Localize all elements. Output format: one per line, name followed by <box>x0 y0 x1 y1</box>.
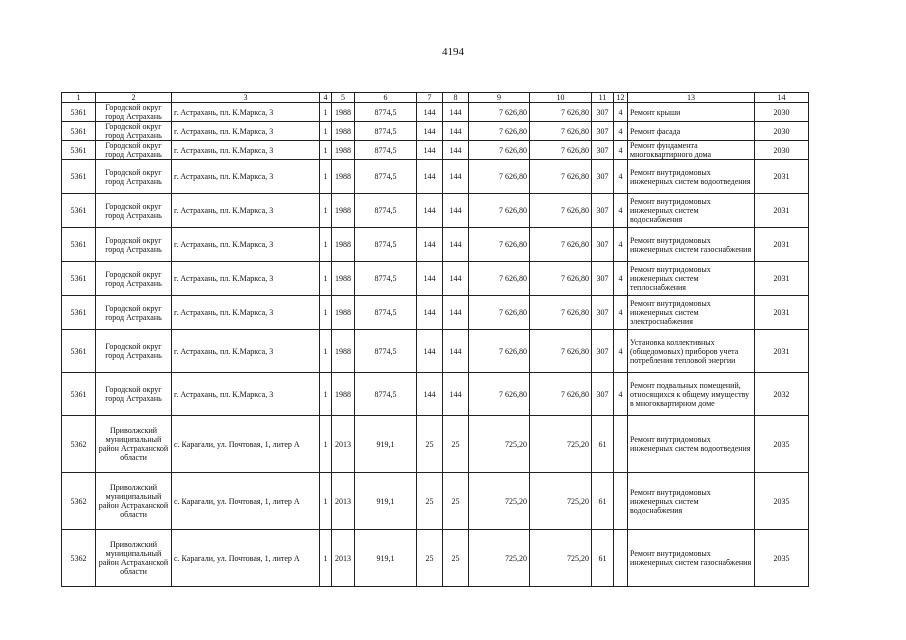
cell-col-7: 25 <box>417 473 443 530</box>
cell-col-12: 4 <box>614 373 628 416</box>
cell-cost-2: 7 626,80 <box>530 228 592 262</box>
cell-work-type: Ремонт внутридомовых инженерных систем газоснабжения <box>628 228 755 262</box>
cell-year: 2013 <box>332 473 355 530</box>
header-cell-7: 7 <box>417 93 443 103</box>
cell-cost-1: 7 626,80 <box>469 141 530 160</box>
cell-cost-2: 7 626,80 <box>530 296 592 330</box>
cell-area: 8774,5 <box>355 103 417 122</box>
cell-address: с. Карагали, ул. Почтовая, 1, литер А <box>172 530 320 587</box>
cell-col-7: 144 <box>417 228 443 262</box>
table-row <box>62 228 809 262</box>
cell-cost-2: 7 626,80 <box>530 141 592 160</box>
cell-col-12: 4 <box>614 141 628 160</box>
cell-col-4: 1 <box>320 103 332 122</box>
cell-col-8: 144 <box>443 122 469 141</box>
cell-col-8: 144 <box>443 262 469 296</box>
cell-col-7: 144 <box>417 330 443 373</box>
cell-area: 8774,5 <box>355 160 417 194</box>
cell-work-type: Ремонт подвальных помещений, относящихся к общему имуществу в многоквартирном доме <box>628 373 755 416</box>
cell-row-id: 5361 <box>62 373 96 416</box>
cell-row-id: 5362 <box>62 530 96 587</box>
cell-col-7: 144 <box>417 160 443 194</box>
cell-cost-1: 7 626,80 <box>469 373 530 416</box>
cell-col-8: 25 <box>443 473 469 530</box>
cell-row-id: 5362 <box>62 473 96 530</box>
cell-municipality: Городской округ город Астрахань <box>96 262 172 296</box>
table-row <box>62 160 809 194</box>
cell-year: 1988 <box>332 262 355 296</box>
cell-row-id: 5362 <box>62 416 96 473</box>
cell-row-id: 5361 <box>62 228 96 262</box>
cell-col-8: 144 <box>443 141 469 160</box>
cell-col-12: 4 <box>614 296 628 330</box>
table-row <box>62 373 809 416</box>
cell-address: г. Астрахань, пл. К.Маркса, 3 <box>172 141 320 160</box>
table-row <box>62 262 809 296</box>
table-row <box>62 141 809 160</box>
cell-work-type: Ремонт фасада <box>628 122 755 141</box>
cell-row-id: 5361 <box>62 141 96 160</box>
cell-address: г. Астрахань, пл. К.Маркса, 3 <box>172 122 320 141</box>
cell-area: 8774,5 <box>355 373 417 416</box>
cell-col-8: 144 <box>443 330 469 373</box>
cell-cost-1: 7 626,80 <box>469 228 530 262</box>
header-row <box>62 93 809 103</box>
cell-cost-2: 7 626,80 <box>530 373 592 416</box>
cell-col-4: 1 <box>320 160 332 194</box>
cell-year: 1988 <box>332 228 355 262</box>
cell-cost-2: 7 626,80 <box>530 330 592 373</box>
cell-address: г. Астрахань, пл. К.Маркса, 3 <box>172 228 320 262</box>
cell-col-4: 1 <box>320 473 332 530</box>
cell-area: 8774,5 <box>355 296 417 330</box>
cell-municipality: Городской округ город Астрахань <box>96 194 172 228</box>
cell-col-4: 1 <box>320 416 332 473</box>
cell-year: 1988 <box>332 296 355 330</box>
cell-plan-year: 2031 <box>755 262 809 296</box>
cell-col-12: 4 <box>614 330 628 373</box>
cell-col-8: 144 <box>443 160 469 194</box>
cell-area: 8774,5 <box>355 262 417 296</box>
header-cell-3: 3 <box>172 93 320 103</box>
header-cell-13: 13 <box>628 93 755 103</box>
header-cell-10: 10 <box>530 93 592 103</box>
cell-cost-2: 725,20 <box>530 473 592 530</box>
cell-work-type: Ремонт внутридомовых инженерных систем водоотведения <box>628 416 755 473</box>
cell-area: 8774,5 <box>355 141 417 160</box>
cell-row-id: 5361 <box>62 194 96 228</box>
cell-address: г. Астрахань, пл. К.Маркса, 3 <box>172 296 320 330</box>
cell-col-7: 144 <box>417 296 443 330</box>
cell-year: 1988 <box>332 122 355 141</box>
cell-col-12: 4 <box>614 228 628 262</box>
cell-plan-year: 2035 <box>755 473 809 530</box>
cell-plan-year: 2031 <box>755 330 809 373</box>
cell-col-4: 1 <box>320 296 332 330</box>
cell-cost-2: 725,20 <box>530 530 592 587</box>
cell-plan-year: 2031 <box>755 160 809 194</box>
cell-area: 8774,5 <box>355 330 417 373</box>
cell-cost-1: 725,20 <box>469 473 530 530</box>
cell-row-id: 5361 <box>62 296 96 330</box>
cell-col-12: 4 <box>614 262 628 296</box>
cell-plan-year: 2031 <box>755 296 809 330</box>
cell-address: г. Астрахань, пл. К.Маркса, 3 <box>172 262 320 296</box>
cell-plan-year: 2031 <box>755 228 809 262</box>
cell-municipality: Городской округ город Астрахань <box>96 160 172 194</box>
cell-col-7: 144 <box>417 194 443 228</box>
cell-work-type: Ремонт внутридомовых инженерных систем водоснабжения <box>628 194 755 228</box>
table-row <box>62 416 809 473</box>
cell-cost-2: 7 626,80 <box>530 122 592 141</box>
cell-work-type: Ремонт крыши <box>628 103 755 122</box>
cell-col-8: 144 <box>443 103 469 122</box>
cell-municipality: Городской округ город Астрахань <box>96 122 172 141</box>
cell-year: 1988 <box>332 194 355 228</box>
cell-work-type: Ремонт внутридомовых инженерных систем теплоснабжения <box>628 262 755 296</box>
cell-col-11: 61 <box>592 530 614 587</box>
cell-col-4: 1 <box>320 330 332 373</box>
cell-col-12: 4 <box>614 160 628 194</box>
cell-cost-2: 7 626,80 <box>530 262 592 296</box>
cell-col-11: 307 <box>592 228 614 262</box>
cell-address: г. Астрахань, пл. К.Маркса, 3 <box>172 194 320 228</box>
cell-cost-1: 7 626,80 <box>469 160 530 194</box>
cell-col-12: 4 <box>614 122 628 141</box>
table-row <box>62 296 809 330</box>
cell-cost-1: 7 626,80 <box>469 103 530 122</box>
header-cell-2: 2 <box>96 93 172 103</box>
cell-cost-1: 7 626,80 <box>469 122 530 141</box>
cell-area: 919,1 <box>355 473 417 530</box>
cell-col-4: 1 <box>320 373 332 416</box>
cell-col-7: 144 <box>417 141 443 160</box>
cell-row-id: 5361 <box>62 103 96 122</box>
cell-cost-1: 725,20 <box>469 530 530 587</box>
cell-col-12 <box>614 530 628 587</box>
header-cell-9: 9 <box>469 93 530 103</box>
cell-col-7: 144 <box>417 373 443 416</box>
cell-address: г. Астрахань, пл. К.Маркса, 3 <box>172 330 320 373</box>
cell-row-id: 5361 <box>62 330 96 373</box>
cell-plan-year: 2035 <box>755 530 809 587</box>
cell-area: 8774,5 <box>355 194 417 228</box>
cell-year: 1988 <box>332 330 355 373</box>
cell-col-11: 307 <box>592 103 614 122</box>
cell-area: 8774,5 <box>355 122 417 141</box>
cell-work-type: Ремонт внутридомовых инженерных систем водоотведения <box>628 160 755 194</box>
cell-year: 2013 <box>332 416 355 473</box>
table-row <box>62 473 809 530</box>
cell-year: 1988 <box>332 373 355 416</box>
cell-col-8: 25 <box>443 416 469 473</box>
cell-col-11: 61 <box>592 416 614 473</box>
cell-col-7: 144 <box>417 122 443 141</box>
cell-col-12: 4 <box>614 103 628 122</box>
cell-col-12: 4 <box>614 194 628 228</box>
cell-plan-year: 2031 <box>755 194 809 228</box>
cell-col-11: 307 <box>592 373 614 416</box>
cell-cost-2: 7 626,80 <box>530 194 592 228</box>
cell-col-11: 307 <box>592 330 614 373</box>
cell-plan-year: 2032 <box>755 373 809 416</box>
cell-cost-1: 7 626,80 <box>469 262 530 296</box>
cell-municipality: Приволжский муниципальный район Астраханской области <box>96 416 172 473</box>
cell-address: с. Карагали, ул. Почтовая, 1, литер А <box>172 416 320 473</box>
cell-col-11: 307 <box>592 160 614 194</box>
cell-municipality: Городской округ город Астрахань <box>96 330 172 373</box>
cell-work-type: Ремонт внутридомовых инженерных систем водоснабжения <box>628 473 755 530</box>
cell-col-7: 25 <box>417 416 443 473</box>
cell-plan-year: 2030 <box>755 122 809 141</box>
cell-col-4: 1 <box>320 194 332 228</box>
cell-col-11: 307 <box>592 194 614 228</box>
cell-row-id: 5361 <box>62 122 96 141</box>
cell-cost-1: 725,20 <box>469 416 530 473</box>
cell-year: 1988 <box>332 103 355 122</box>
cell-area: 919,1 <box>355 416 417 473</box>
cell-area: 8774,5 <box>355 228 417 262</box>
cell-municipality: Городской округ город Астрахань <box>96 373 172 416</box>
cell-plan-year: 2035 <box>755 416 809 473</box>
cell-municipality: Городской округ город Астрахань <box>96 141 172 160</box>
table-row <box>62 103 809 122</box>
cell-address: с. Карагали, ул. Почтовая, 1, литер А <box>172 473 320 530</box>
cell-cost-2: 725,20 <box>530 416 592 473</box>
table-row <box>62 330 809 373</box>
cell-col-8: 144 <box>443 296 469 330</box>
cell-col-4: 1 <box>320 530 332 587</box>
cell-col-12 <box>614 416 628 473</box>
page-number: 4194 <box>442 46 464 58</box>
header-cell-12: 12 <box>614 93 628 103</box>
cell-cost-1: 7 626,80 <box>469 194 530 228</box>
cell-address: г. Астрахань, пл. К.Маркса, 3 <box>172 160 320 194</box>
cell-cost-2: 7 626,80 <box>530 160 592 194</box>
cell-municipality: Приволжский муниципальный район Астраханской области <box>96 530 172 587</box>
table-row <box>62 194 809 228</box>
cell-col-11: 307 <box>592 262 614 296</box>
cell-municipality: Приволжский муниципальный район Астраханской области <box>96 473 172 530</box>
cell-col-7: 25 <box>417 530 443 587</box>
header-cell-11: 11 <box>592 93 614 103</box>
capital-repair-table <box>61 92 809 587</box>
cell-col-7: 144 <box>417 262 443 296</box>
cell-col-4: 1 <box>320 122 332 141</box>
cell-col-11: 307 <box>592 141 614 160</box>
cell-col-4: 1 <box>320 228 332 262</box>
cell-plan-year: 2030 <box>755 141 809 160</box>
cell-col-11: 307 <box>592 296 614 330</box>
header-cell-8: 8 <box>443 93 469 103</box>
table-row <box>62 122 809 141</box>
cell-cost-1: 7 626,80 <box>469 296 530 330</box>
cell-work-type: Ремонт внутридомовых инженерных систем электроснабжения <box>628 296 755 330</box>
cell-col-8: 144 <box>443 228 469 262</box>
header-cell-4: 4 <box>320 93 332 103</box>
cell-work-type: Установка коллективных (общедомовых) приборов учета потребления тепловой энергии <box>628 330 755 373</box>
header-cell-1: 1 <box>62 93 96 103</box>
cell-row-id: 5361 <box>62 160 96 194</box>
cell-row-id: 5361 <box>62 262 96 296</box>
cell-col-11: 307 <box>592 122 614 141</box>
cell-col-4: 1 <box>320 141 332 160</box>
cell-cost-1: 7 626,80 <box>469 330 530 373</box>
cell-year: 2013 <box>332 530 355 587</box>
cell-municipality: Городской округ город Астрахань <box>96 103 172 122</box>
cell-municipality: Городской округ город Астрахань <box>96 296 172 330</box>
cell-col-12 <box>614 473 628 530</box>
cell-address: г. Астрахань, пл. К.Маркса, 3 <box>172 103 320 122</box>
cell-address: г. Астрахань, пл. К.Маркса, 3 <box>172 373 320 416</box>
table-row <box>62 530 809 587</box>
cell-area: 919,1 <box>355 530 417 587</box>
header-cell-6: 6 <box>355 93 417 103</box>
cell-col-7: 144 <box>417 103 443 122</box>
cell-col-8: 144 <box>443 373 469 416</box>
cell-municipality: Городской округ город Астрахань <box>96 228 172 262</box>
cell-col-8: 25 <box>443 530 469 587</box>
cell-work-type: Ремонт фундамента многоквартирного дома <box>628 141 755 160</box>
cell-cost-2: 7 626,80 <box>530 103 592 122</box>
cell-col-8: 144 <box>443 194 469 228</box>
cell-work-type: Ремонт внутридомовых инженерных систем газоснабжения <box>628 530 755 587</box>
cell-col-4: 1 <box>320 262 332 296</box>
header-cell-14: 14 <box>755 93 809 103</box>
header-cell-5: 5 <box>332 93 355 103</box>
cell-col-11: 61 <box>592 473 614 530</box>
cell-year: 1988 <box>332 160 355 194</box>
cell-plan-year: 2030 <box>755 103 809 122</box>
cell-year: 1988 <box>332 141 355 160</box>
